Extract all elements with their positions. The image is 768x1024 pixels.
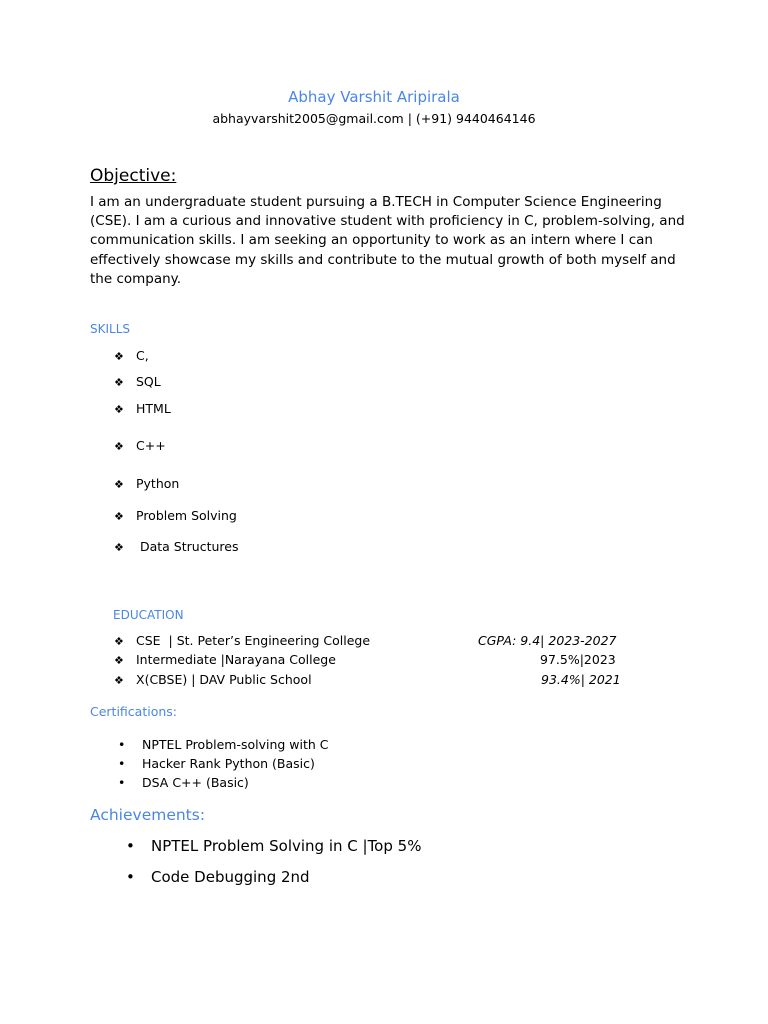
- diamond-bullet-icon: ❖: [114, 350, 124, 363]
- education-value: CGPA: 9.4| 2023-2027: [478, 633, 617, 648]
- education-row: [114, 633, 370, 648]
- bullet-icon: •: [118, 775, 126, 790]
- certification-item: [118, 775, 249, 790]
- education-heading: EDUCATION: [113, 608, 184, 622]
- certification-label: DSA C++ (Basic): [142, 775, 249, 790]
- education-label: X(CBSE) | DAV Public School: [136, 672, 312, 687]
- bullet-icon: •: [126, 868, 135, 886]
- diamond-bullet-icon: ❖: [114, 510, 124, 523]
- certification-item: [118, 737, 329, 752]
- diamond-bullet-icon: ❖: [114, 440, 124, 453]
- objective-text: I am an undergraduate student pursuing a B.TECH in Computer Science Engineering (CSE). I am a curious and innovative student with proficiency in C, problem-solving, and communication skills. I am seeking an opportunity to work as an intern where I can effectively showcase my skills and contribute to the mutual growth of both myself and the company.: [90, 194, 685, 287]
- skill-label: Problem Solving: [136, 508, 237, 523]
- diamond-bullet-icon: ❖: [114, 541, 124, 554]
- education-label: CSE | St. Peter’s Engineering College: [136, 633, 371, 648]
- certification-label: Hacker Rank Python (Basic): [142, 756, 315, 771]
- skill-item: [114, 539, 238, 554]
- skill-item: [114, 401, 171, 416]
- certifications-heading: Certifications:: [90, 704, 178, 719]
- skill-label: HTML: [136, 401, 171, 416]
- achievements-heading: Achievements:: [90, 806, 206, 824]
- education-value: 93.4%| 2021: [541, 672, 621, 687]
- skill-label: Data Structures: [136, 539, 239, 554]
- skill-item: [114, 476, 179, 491]
- skill-label: C++: [136, 438, 166, 453]
- diamond-bullet-icon: ❖: [114, 376, 124, 389]
- skill-item: [114, 438, 166, 453]
- education-label: Intermediate |Narayana College: [136, 652, 336, 667]
- contact-line: abhayvarshit2005@gmail.com | (+91) 9440464146: [212, 111, 536, 126]
- diamond-bullet-icon: ❖: [114, 674, 124, 687]
- bullet-icon: •: [118, 737, 126, 752]
- skill-item: [114, 508, 237, 523]
- achievement-label: Code Debugging 2nd: [151, 868, 310, 886]
- bullet-icon: •: [126, 837, 135, 855]
- skill-item: [114, 348, 149, 363]
- candidate-name: Abhay Varshit Aripirala: [288, 88, 460, 106]
- diamond-bullet-icon: ❖: [114, 654, 124, 667]
- objective-heading: Objective:: [90, 166, 177, 186]
- skill-label: Python: [136, 476, 180, 491]
- diamond-bullet-icon: ❖: [114, 478, 124, 491]
- skill-label: C,: [136, 348, 149, 363]
- diamond-bullet-icon: ❖: [114, 403, 124, 416]
- education-row: [114, 672, 312, 687]
- education-row: [114, 652, 336, 667]
- skill-item: [114, 374, 161, 389]
- bullet-icon: •: [118, 756, 126, 771]
- skill-label: SQL: [136, 374, 161, 389]
- diamond-bullet-icon: ❖: [114, 635, 124, 648]
- achievement-item: [126, 868, 310, 886]
- education-value: 97.5%|2023: [540, 652, 616, 667]
- certification-item: [118, 756, 315, 771]
- skills-heading: SKILLS: [90, 322, 131, 336]
- achievement-label: NPTEL Problem Solving in C |Top 5%: [151, 837, 422, 855]
- achievement-item: [126, 837, 421, 855]
- certification-label: NPTEL Problem-solving with C: [142, 737, 329, 752]
